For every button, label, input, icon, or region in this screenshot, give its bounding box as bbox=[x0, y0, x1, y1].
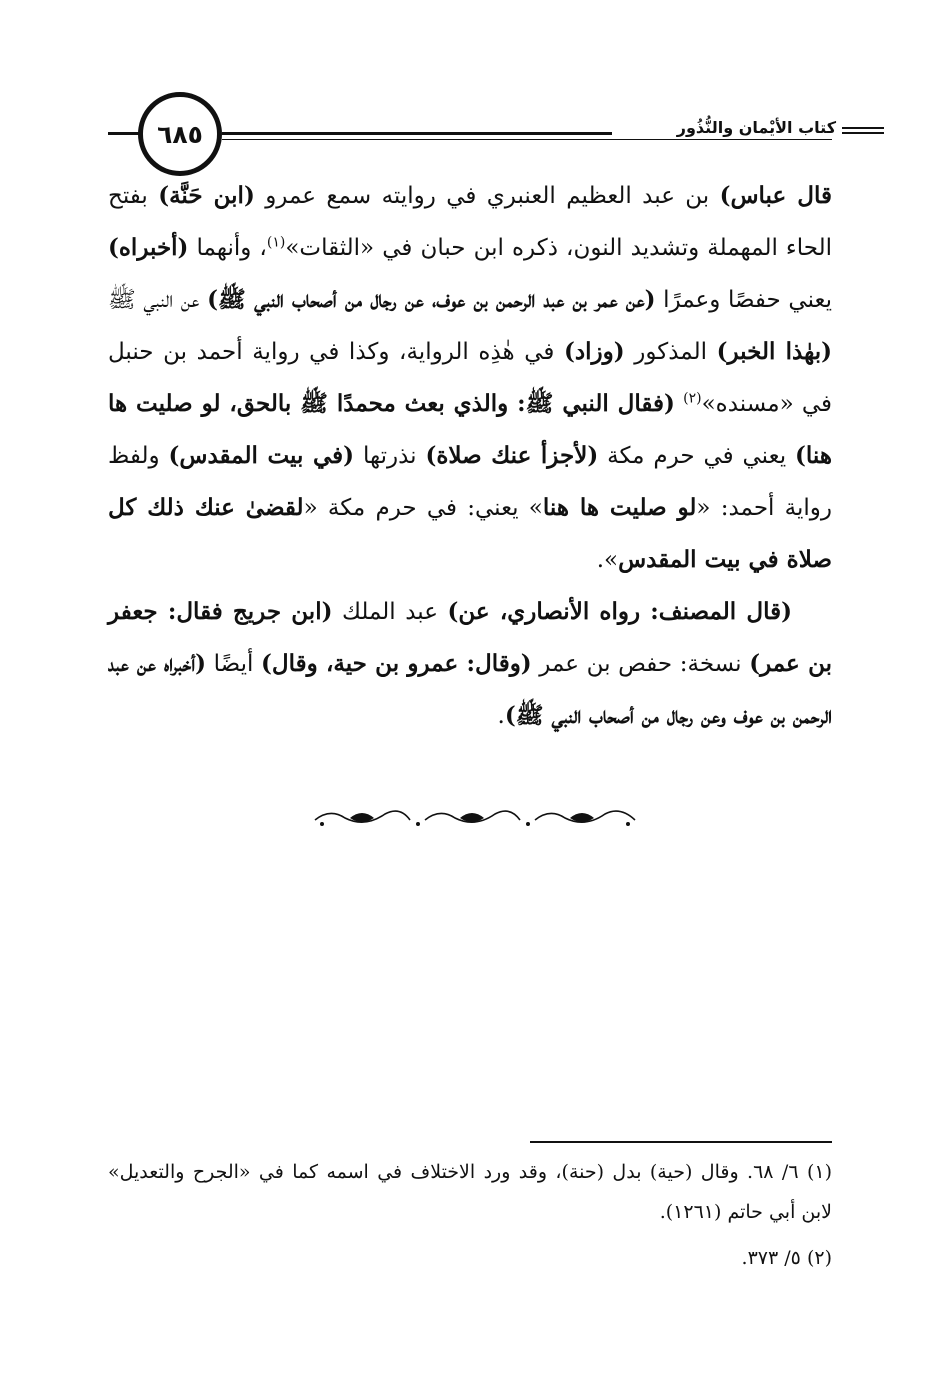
page-number: ٦٨٥ bbox=[157, 119, 203, 149]
matn-text: (فقال النبي ﷺ: والذي بعث محمدًا ﷺ بالحق، لو صليت ها هنا) bbox=[108, 390, 832, 469]
commentary-text: ». bbox=[596, 547, 619, 573]
section-divider-ornament bbox=[310, 800, 640, 836]
commentary-text: بفتح الحاء المهملة وتشديد النون، ذكره ابن حبان في «الثقات» bbox=[108, 183, 833, 261]
matn-text: (وزاد) bbox=[564, 338, 625, 365]
matn-text: (ابن جريج فقال: جعفر بن عمر) bbox=[108, 598, 832, 677]
commentary-text: » يعني: في حرم مكة « bbox=[303, 495, 543, 521]
footnote-reference: (٢) bbox=[683, 390, 702, 407]
commentary-text: المذكور bbox=[624, 339, 717, 365]
matn-text: (لأجزأ عنك صلاة) bbox=[425, 442, 599, 469]
matn-text: قال عباس) bbox=[719, 182, 832, 209]
page-number-circle bbox=[138, 92, 222, 176]
matn-text: (قال المصنف: رواه الأنصاري، عن) bbox=[447, 598, 792, 625]
commentary-text bbox=[675, 391, 683, 417]
matn-text: (ابن حَنَّة) bbox=[158, 182, 255, 209]
commentary-text: بن عبد العظيم العنبري في روايته سمع عمرو bbox=[254, 183, 720, 209]
matn-text: (وقال: عمرو بن حية، وقال) bbox=[260, 650, 532, 677]
commentary-text: . bbox=[497, 703, 505, 729]
footnote-marker: (٢) bbox=[806, 1247, 832, 1269]
footnotes bbox=[108, 1152, 832, 1284]
matn-text: لو صليت ها هنا bbox=[542, 494, 697, 521]
paragraph-author-note bbox=[108, 586, 832, 742]
running-title: كتاب الأيْمان والنُّذُور bbox=[676, 118, 836, 137]
commentary-text: عن النبي ﷺ bbox=[108, 287, 208, 313]
commentary-text: في هٰذِه الرواية، وكذا في رواية أحمد بن حنبل في «مسنده» bbox=[108, 339, 833, 417]
commentary-text: ولفظ رواية أحمد: « bbox=[108, 443, 832, 521]
footnote-reference: (١) bbox=[266, 234, 286, 251]
footnote-text: ٥/ ٣٧٣. bbox=[741, 1247, 801, 1269]
commentary-text: ، وأنهما bbox=[188, 235, 267, 261]
commentary-text: نذرتها bbox=[354, 443, 426, 469]
commentary-text: نسخة: حفص بن عمر bbox=[531, 651, 750, 677]
matn-text: (أخبراه) bbox=[108, 234, 189, 261]
footnote-2 bbox=[108, 1238, 832, 1278]
matn-text: (عن عمر بن عبد الرحمن بن عوف، عن رجال من أصحاب النبي ﷺ) bbox=[207, 286, 656, 313]
footnote-1 bbox=[108, 1152, 832, 1232]
matn-text: (أخبراه عن عبد الرحمن بن عوف وعن رجال من أصحاب النبي ﷺ) bbox=[108, 650, 832, 729]
matn-text: لقضىٰ عنك ذلك كل صلاة في بيت المقدس bbox=[108, 494, 832, 573]
footnote-text: ٦/ ٦٨. وقال (حية) بدل (حنة)، وقد ورد الاختلاف في اسمه كما في «الجرح والتعديل» لابن أبي حاتم (١٢٦١). bbox=[108, 1161, 832, 1223]
matn-text: (بهٰذا الخبر) bbox=[716, 338, 832, 365]
header-rule-right bbox=[222, 132, 612, 135]
footnote-marker: (١) bbox=[806, 1161, 832, 1183]
header-rule-left bbox=[108, 132, 140, 135]
commentary-text: أيضًا bbox=[206, 651, 261, 677]
header-ornament-bars bbox=[842, 127, 884, 137]
matn-text: (في بيت المقدس) bbox=[168, 442, 355, 469]
header-rule-thin bbox=[222, 139, 832, 140]
footnote-separator bbox=[530, 1141, 832, 1143]
commentary-text: يعني في حرم مكة bbox=[598, 443, 796, 469]
main-text bbox=[108, 170, 832, 742]
commentary-text: عبد الملك bbox=[332, 599, 448, 625]
commentary-text: يعني حفصًا وعمرًا bbox=[655, 287, 832, 313]
paragraph-main bbox=[108, 170, 832, 586]
